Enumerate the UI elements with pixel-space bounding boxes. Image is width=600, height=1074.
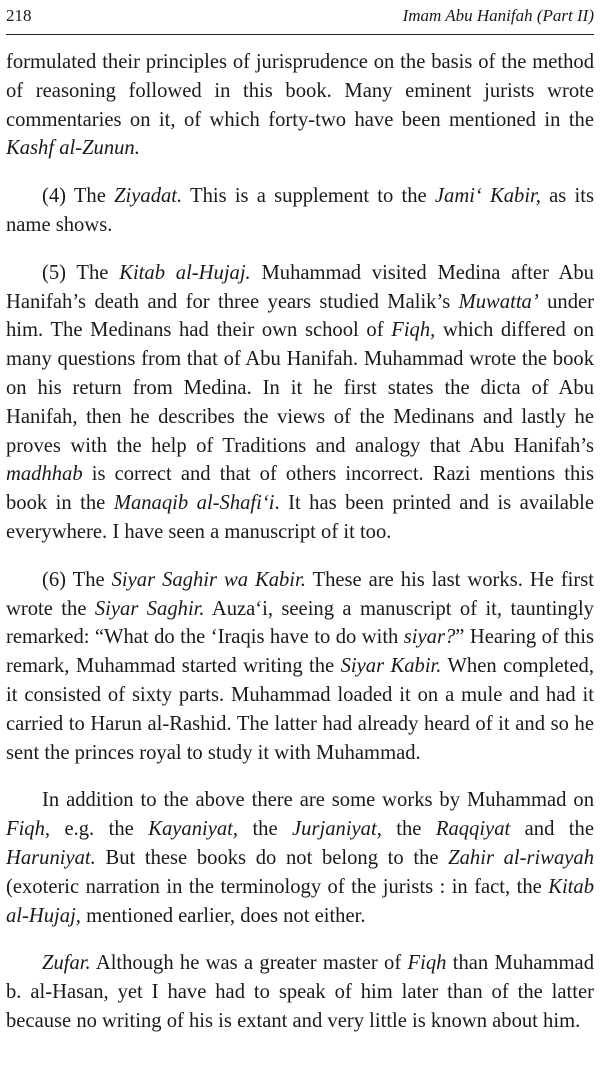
text-run: . It has been printed and is available everywhere. I have seen a manuscript of it too.: [6, 492, 594, 543]
italic-term: Kashf al-Zunun.: [6, 137, 140, 160]
page-header: [6, 4, 594, 35]
text-run: Muhammad visited Medina after Abu Hanifah’s death and for three years studied Malik’s: [6, 261, 594, 313]
italic-term: Kayaniyat,: [148, 818, 239, 841]
text-run: Auza‘i, seeing a manuscript of it, tauntingly remarked: “What do the ‘Iraqis have to do with: [6, 597, 594, 649]
italic-term: madhhab: [6, 463, 83, 486]
page-body: [6, 48, 594, 1055]
paragraph-other-works: [6, 786, 594, 930]
italic-term: Muwatta’: [458, 290, 539, 313]
text-run: In addition to the above there are some works by Muhammad on: [42, 789, 594, 812]
text-run: e.g. the: [50, 818, 149, 841]
text-run: formulated their principles of jurisprudence on the basis of the method of reasoning followed in this book. Many eminent jurists wrote commentaries on it, of which forty-two have been mentioned in the: [6, 51, 594, 131]
text-run: mentioned earlier, does not either.: [80, 904, 366, 927]
text-run: But these books do not belong to the: [95, 846, 449, 869]
italic-term: Haruniyat.: [6, 846, 96, 869]
italic-term: Zufar.: [42, 952, 91, 975]
text-run: is correct and that of others incorrect. Razi mentions this book in the: [6, 463, 594, 515]
text-run: (5) The: [42, 261, 120, 284]
paragraph-kitab-al-hujaj: [6, 259, 594, 547]
text-run: the: [381, 818, 436, 841]
text-run: and the: [510, 818, 594, 841]
text-run: under him. The Medinans had their own school of: [6, 290, 594, 342]
italic-term: Fiqh,: [391, 319, 436, 342]
running-head: Imam Abu Hanifah (Part II): [402, 6, 594, 25]
text-run: (exoteric narration in the terminology of the jurists : in fact, the: [6, 875, 549, 898]
italic-term: Raqqiyat: [435, 818, 511, 841]
text-run: ” Hearing of this remark, Muhammad started writing the: [6, 626, 594, 678]
italic-term: Ziyadat.: [114, 185, 183, 208]
text-run: This is a supplement to the: [182, 185, 435, 208]
text-run: These are his last works. He first wrote the: [6, 568, 594, 620]
text-run: the: [238, 818, 293, 841]
paragraph-zufar: [6, 949, 594, 1035]
italic-term: Siyar Kabir.: [340, 655, 442, 678]
italic-term: siyar?: [403, 626, 456, 649]
text-run: Although he was a greater master of: [90, 952, 408, 975]
text-run: When completed, it consisted of sixty parts. Muhammad loaded it on a mule and had it carried to Harun al-Rashid. The latter had already heard of it and so he sent the princes royal to study it with Muhammad.: [6, 655, 594, 764]
page-number: 218: [6, 6, 32, 25]
italic-term: Kitab al-Hujaj.: [119, 261, 251, 284]
italic-term: Kitab al-Hujaj,: [6, 875, 594, 927]
text-run: which differed on many questions from that of Abu Hanifah. Muhammad wrote the book on his return from Medina. In it he first states the dicta of Abu Hanifah, then he describes the views of the Medinans and lastly he proves with the help of Traditions and analogy that Abu Hanifah’s: [6, 319, 594, 457]
italic-term: Siyar Saghir.: [94, 597, 205, 620]
italic-term: Fiqh: [407, 952, 447, 975]
italic-term: Jami‘ Kabir,: [434, 185, 541, 208]
italic-term: Fiqh,: [6, 818, 51, 841]
text-run: (4) The: [42, 185, 115, 208]
paragraph-continuation: [6, 48, 594, 163]
italic-term: Zahir al-riwayah: [448, 846, 594, 869]
italic-term: Manaqib al-Shafi‘i: [113, 492, 275, 515]
paragraph-ziyadat: [6, 182, 594, 240]
text-run: than Muhammad b. al-Hasan, yet I have had to speak of him later than of the latter because no writing of his is extant and very little is known about him.: [6, 952, 594, 1032]
paragraph-siyar: [6, 566, 594, 768]
italic-term: Jurjaniyat,: [292, 818, 382, 841]
text-run: (6) The: [42, 568, 112, 591]
text-run: as its name shows.: [6, 185, 594, 236]
italic-term: Siyar Saghir wa Kabir.: [111, 568, 306, 591]
